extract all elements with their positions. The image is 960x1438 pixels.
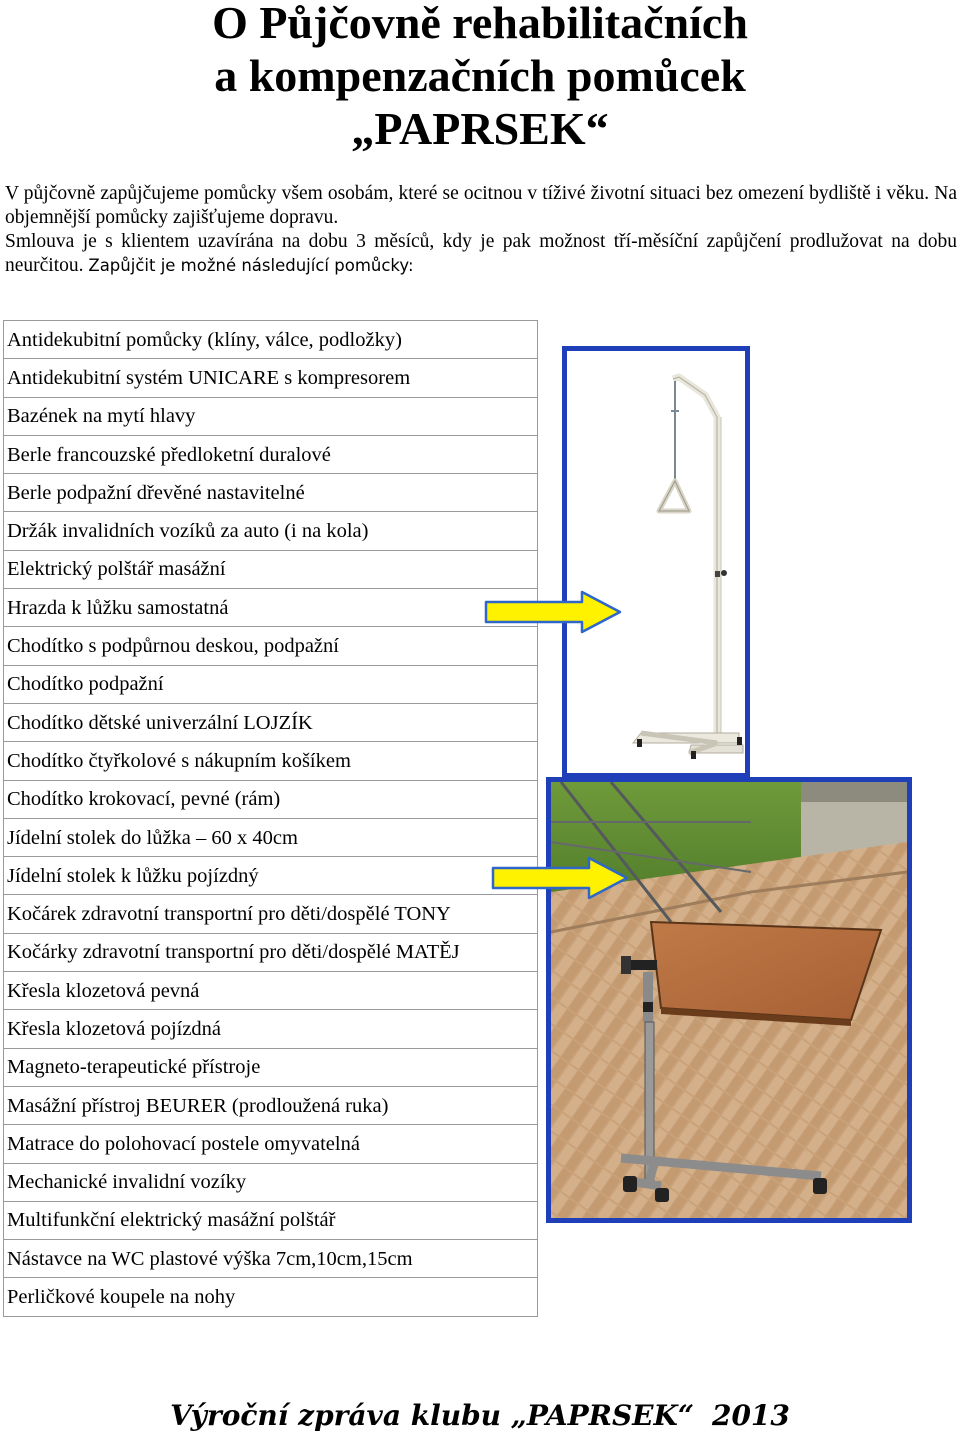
aid-item: Berle podpažní dřevěné nastavitelné <box>4 474 538 512</box>
overbed-table-photo <box>546 777 912 1223</box>
table-row <box>4 1163 538 1201</box>
table-row <box>4 857 538 895</box>
table-row <box>4 1201 538 1239</box>
table-row <box>4 780 538 818</box>
table-row <box>4 665 538 703</box>
table-row <box>4 1048 538 1086</box>
page-title <box>0 0 960 155</box>
aid-item: Antidekubitní systém UNICARE s kompresorem <box>4 359 538 397</box>
table-row <box>4 895 538 933</box>
table-row <box>4 818 538 856</box>
arrow-to-trapeze-icon <box>484 590 624 634</box>
aid-item: Chodítko dětské univerzální LOJZÍK <box>4 703 538 741</box>
table-row <box>4 703 538 741</box>
aid-item: Jídelní stolek do lůžka – 60 x 40cm <box>4 818 538 856</box>
table-row <box>4 397 538 435</box>
table-row <box>4 627 538 665</box>
table-row <box>4 1125 538 1163</box>
aid-item: Křesla klozetová pevná <box>4 972 538 1010</box>
aid-item: Kočárky zdravotní transportní pro děti/dospělé MATĚJ <box>4 933 538 971</box>
table-row <box>4 359 538 397</box>
table-row <box>4 1010 538 1048</box>
footer <box>0 1394 960 1438</box>
intro-paragraph-2-tail: Zapůjčit je možné následující pomůcky: <box>88 256 414 275</box>
title-line-2: a kompenzačních pomůcek <box>214 50 746 101</box>
aid-item: Perličkové koupele na nohy <box>4 1278 538 1316</box>
title-line-1: O Půjčovně rehabilitačních <box>212 0 748 48</box>
aid-item: Chodítko krokovací, pevné (rám) <box>4 780 538 818</box>
table-row <box>4 1278 538 1316</box>
aid-item: Držák invalidních vozíků za auto (i na kola) <box>4 512 538 550</box>
aid-item: Chodítko podpažní <box>4 665 538 703</box>
table-row <box>4 1086 538 1124</box>
intro-paragraph-2-text: Smlouva je s klientem uzavírána na dobu 3 měsíců, kdy je pak možnost tří-měsíční zapůjčení prodlužovat na dobu neurčitou. <box>5 231 957 276</box>
table-row <box>4 474 538 512</box>
aid-item: Bazének na mytí hlavy <box>4 397 538 435</box>
bed-trapeze-illustration <box>567 351 745 773</box>
aid-item: Magneto-terapeutické přístroje <box>4 1048 538 1086</box>
footer-year: 2013 <box>711 1399 790 1432</box>
aid-item: Křesla klozetová pojízdná <box>4 1010 538 1048</box>
table-row <box>4 972 538 1010</box>
aid-item: Nástavce na WC plastové výška 7cm,10cm,15cm <box>4 1240 538 1278</box>
intro-paragraph-2 <box>5 230 957 278</box>
overbed-table-illustration <box>551 782 907 1218</box>
aids-table <box>3 320 538 1317</box>
aid-item: Berle francouzské předloketní duralové <box>4 435 538 473</box>
table-row <box>4 435 538 473</box>
arrow-to-table-icon <box>491 856 631 900</box>
aid-item: Matrace do polohovací postele omyvatelná <box>4 1125 538 1163</box>
aid-item: Kočárek zdravotní transportní pro děti/dospělé TONY <box>4 895 538 933</box>
aid-item: Chodítko s podpůrnou deskou, podpažní <box>4 627 538 665</box>
aid-item: Jídelní stolek k lůžku pojízdný <box>4 857 538 895</box>
table-row <box>4 321 538 359</box>
aid-item: Antidekubitní pomůcky (klíny, válce, podložky) <box>4 321 538 359</box>
aid-item: Multifunkční elektrický masážní polštář <box>4 1201 538 1239</box>
aid-item: Hrazda k lůžku samostatná <box>4 589 538 627</box>
table-row <box>4 1240 538 1278</box>
aid-item: Masážní přístroj BEURER (prodloužená ruka) <box>4 1086 538 1124</box>
table-row <box>4 550 538 588</box>
bed-trapeze-photo <box>562 346 750 778</box>
footer-text: Výroční zpráva klubu „PAPRSEK“ <box>170 1399 694 1432</box>
table-row <box>4 512 538 550</box>
table-row <box>4 742 538 780</box>
aid-item: Mechanické invalidní vozíky <box>4 1163 538 1201</box>
aid-item: Elektrický polštář masážní <box>4 550 538 588</box>
intro-paragraph-1: V půjčovně zapůjčujeme pomůcky všem osobám, které se ocitnou v tíživé životní situaci bez omezení bydliště i věku. Na objemnější pomůcky zajišťujeme dopravu. <box>5 183 957 228</box>
intro-text <box>5 182 957 278</box>
table-row <box>4 589 538 627</box>
table-row <box>4 933 538 971</box>
title-line-3: „PAPRSEK“ <box>351 103 609 154</box>
aid-item: Chodítko čtyřkolové s nákupním košíkem <box>4 742 538 780</box>
